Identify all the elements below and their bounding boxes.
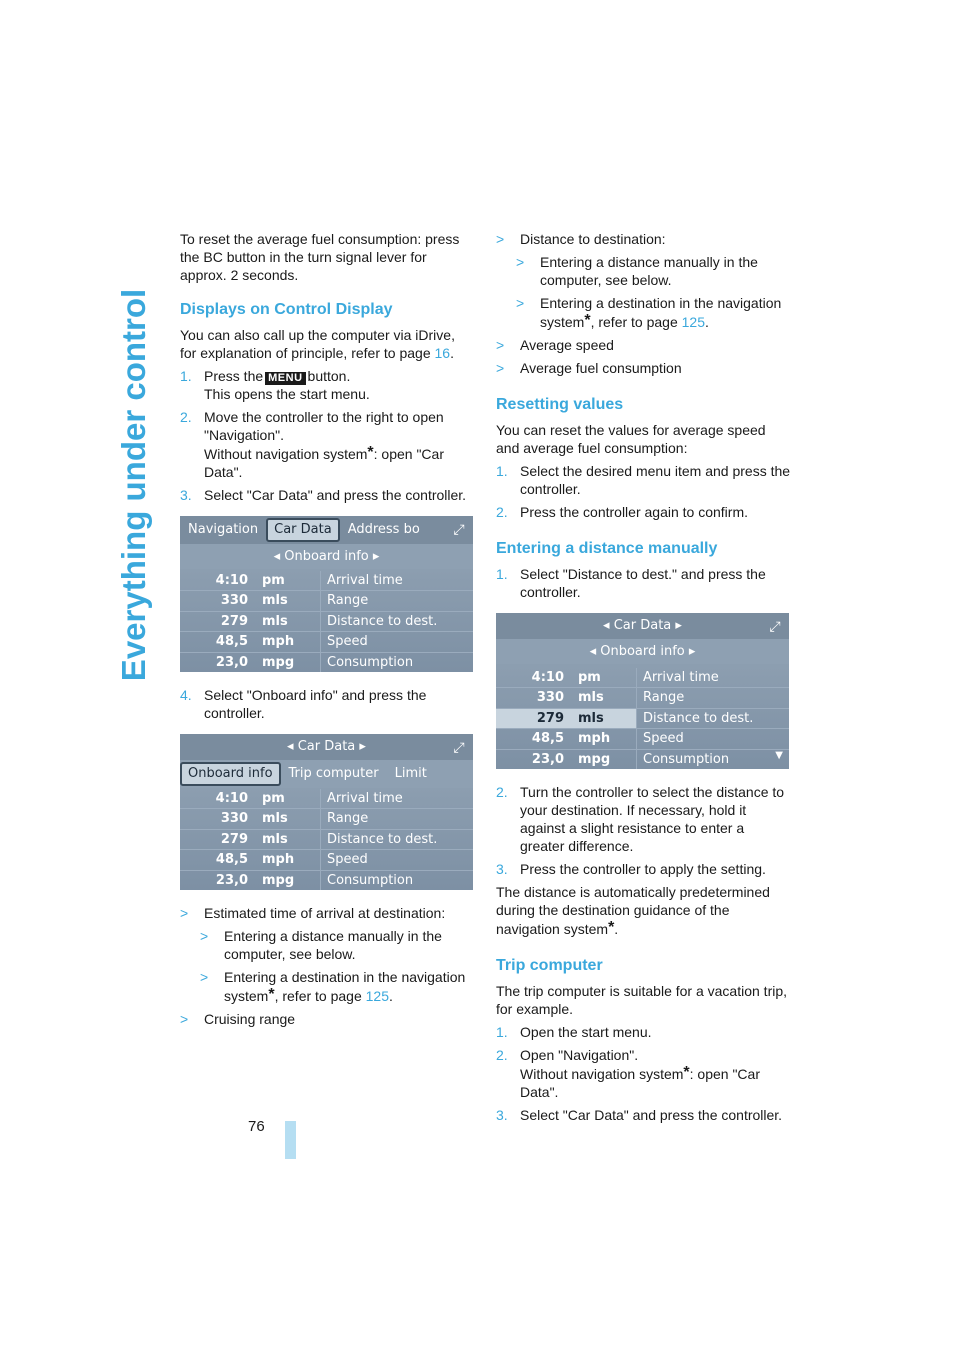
screen-topbar: ◂ Car Data ▸ <box>180 734 473 760</box>
screen-tabbar <box>180 516 473 544</box>
screen-row-selected: 279 mls Distance to dest. <box>496 709 789 729</box>
optional-star-icon: * <box>683 1064 690 1081</box>
tab-address-book: Address bo <box>347 522 420 537</box>
heading-entering: Entering a distance manually <box>496 540 718 557</box>
enter-note: The distance is automatically predetermined during the destination guidance of the navigation system*. <box>496 884 770 937</box>
resetting-intro: You can reset the values for average speed and average fuel consumption: <box>496 422 766 456</box>
trip-step-2: 2. Open "Navigation". Without navigation system*: open "Car Data". <box>496 1047 760 1100</box>
page-link-125[interactable]: 125 <box>365 988 389 1004</box>
side-title-text: Everything under control <box>115 288 152 682</box>
screen-row: 330 mls Range <box>180 591 473 611</box>
bullet-avg-speed: > Average speed <box>496 337 614 353</box>
screenshot-car-data-menu <box>180 734 473 890</box>
bullet-eta: > Estimated time of arrival at destination: <box>180 905 446 921</box>
enter-step-2: 2. Turn the controller to select the distance to your destination. If necessary, hold it against a slight resistance to enter a greater difference. <box>496 784 785 854</box>
screen-rows <box>180 789 473 890</box>
tab-navigation: Navigation <box>188 522 259 537</box>
trip-step-1: 1. Open the start menu. <box>496 1024 652 1040</box>
page-link-16[interactable]: 16 <box>434 345 451 361</box>
scroll-down-icon: ▼ <box>775 750 783 761</box>
reset-step-1: 1. Select the desired menu item and press the controller. <box>496 463 791 497</box>
page-number: 76 <box>248 1118 265 1135</box>
intro-paragraph: To reset the average fuel consumption: press the BC button in the turn signal lever for approx. 2 seconds. <box>180 231 460 283</box>
screen-subbar: ◂ Onboard info ▸ <box>180 544 473 569</box>
tab-onboard-info: Onboard info <box>180 762 281 786</box>
screen-topbar: ◂ Car Data ▸ <box>496 613 789 639</box>
step-3: 3. Select "Car Data" and press the controller. <box>180 487 467 503</box>
screen-tabbar <box>180 760 473 788</box>
optional-star-icon: * <box>584 312 591 329</box>
step-2: 2. Move the controller to the right to open "Navigation". Without navigation system*: open "Car Data". <box>180 409 444 480</box>
bullet-distance-sub1: > Entering a distance manually in the computer, see below. <box>516 254 758 288</box>
tab-limit: Limit <box>394 766 427 781</box>
step-1: 1. Press the MENU button. This opens the start menu. <box>180 368 370 402</box>
bullet-eta-sub2: > Entering a destination in the navigation system*, refer to page 125. <box>200 969 466 1004</box>
screenshot-navigation-menu <box>180 516 473 672</box>
expand-icon: ⤢ <box>453 740 465 756</box>
right-column <box>496 230 791 1129</box>
displays-intro: You can also call up the computer via iDrive, for explanation of principle, refer to page 16. <box>180 327 455 361</box>
step-4: 4. Select "Onboard info" and press the controller. <box>180 687 427 721</box>
left-column <box>180 230 475 1033</box>
screen-row: 4:10 pm Arrival time <box>180 789 473 809</box>
optional-star-icon: * <box>367 444 374 461</box>
heading-trip-computer: Trip computer <box>496 957 603 974</box>
bullet-distance-sub2: > Entering a destination in the navigation system*, refer to page 125. <box>516 295 782 330</box>
page-number-bar <box>285 1121 296 1159</box>
tab-trip-computer: Trip computer <box>288 766 379 781</box>
reset-step-2: 2. Press the controller again to confirm. <box>496 504 748 520</box>
enter-step-1: 1. Select "Distance to dest." and press the controller. <box>496 566 766 600</box>
expand-icon: ⤢ <box>769 619 781 635</box>
screen-row: 4:10 pm Arrival time <box>496 668 789 688</box>
optional-star-icon: * <box>268 986 275 1003</box>
screen-row: 330 mls Range <box>180 809 473 829</box>
screen-rows <box>496 668 789 769</box>
bullet-eta-sub1: > Entering a distance manually in the computer, see below. <box>200 928 442 962</box>
trip-step-3: 3. Select "Car Data" and press the controller. <box>496 1107 783 1123</box>
bullet-avg-fuel: > Average fuel consumption <box>496 360 682 376</box>
tab-car-data: Car Data <box>266 518 340 542</box>
optional-star-icon: * <box>608 919 615 936</box>
screen-row: 48,5 mph Speed <box>496 729 789 749</box>
screen-row: 330 mls Range <box>496 688 789 708</box>
heading-resetting: Resetting values <box>496 396 624 413</box>
expand-icon: ⤢ <box>453 522 465 538</box>
trip-intro: The trip computer is suitable for a vacation trip, for example. <box>496 983 788 1017</box>
bullet-range: > Cruising range <box>180 1011 296 1027</box>
heading-displays: Displays on Control Display <box>180 301 393 318</box>
screen-row: 279 mls Distance to dest. <box>180 612 473 632</box>
side-title <box>112 225 156 745</box>
screenshot-distance-select <box>496 613 789 769</box>
enter-step-3: 3. Press the controller to apply the setting. <box>496 861 766 877</box>
menu-button-icon: MENU <box>265 372 305 385</box>
screen-row: 48,5 mph Speed <box>180 850 473 870</box>
page-link-125[interactable]: 125 <box>681 314 705 330</box>
screen-row: 23,0 mpg Consumption <box>180 653 473 672</box>
screen-row: 48,5 mph Speed <box>180 632 473 652</box>
screen-row: 4:10 pm Arrival time <box>180 571 473 591</box>
screen-row: 23,0 mpg Consumption <box>180 871 473 890</box>
screen-row: 23,0 mpg Consumption <box>496 750 789 769</box>
screen-rows <box>180 571 473 672</box>
bullet-distance: > Distance to destination: <box>496 231 666 247</box>
screen-row: 279 mls Distance to dest. <box>180 830 473 850</box>
screen-subbar: ◂ Onboard info ▸ <box>496 639 789 664</box>
